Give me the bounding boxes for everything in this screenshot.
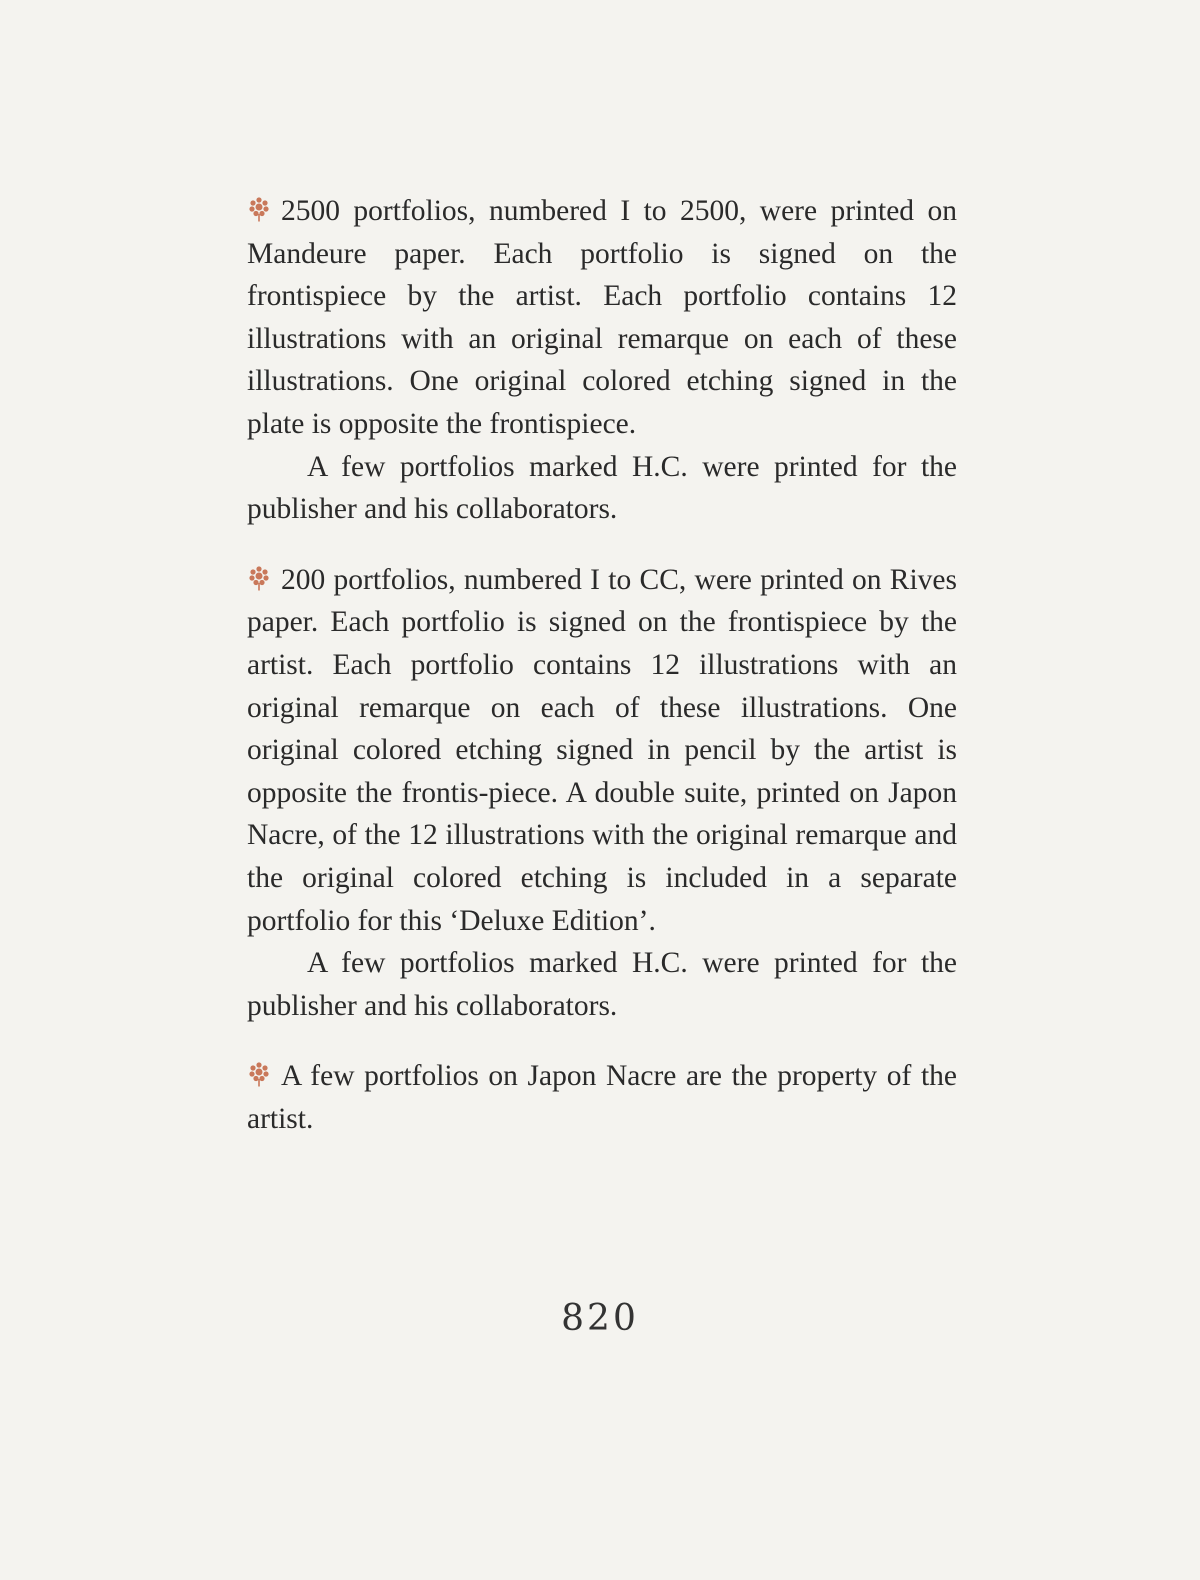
colophon-text: [247, 190, 957, 1168]
hc-note: A few portfolios marked H.C. were printed for the publisher and his collaborators.: [247, 947, 957, 1022]
edition-text: A few portfolios on Japon Nacre are the property of the artist.: [247, 1060, 957, 1135]
edition-japon-nacre: [247, 1055, 957, 1140]
edition-paragraph: [247, 1055, 957, 1140]
flower-ornament-icon: [247, 1061, 271, 1087]
edition-paragraph: [247, 559, 957, 942]
page-number: 820: [561, 1298, 639, 1339]
hc-note: A few portfolios marked H.C. were printed for the publisher and his collaborators.: [247, 450, 957, 526]
flower-ornament-icon: [247, 196, 271, 222]
edition-paragraph: [247, 190, 957, 446]
edition-text: 2500 portfolios, numbered I to 2500, were printed on Mandeure paper. Each portfolio is signed on the frontispiece by the artist. Each portfolio contains 12 illustrations with an original remarque on each of these illustrations. One original colored etching signed in the plate is opposite the frontispiece.: [247, 195, 957, 440]
edition-mandeure: [247, 190, 957, 531]
flower-ornament-icon: [247, 565, 271, 591]
edition-text: 200 portfolios, numbered I to CC, were printed on Rives paper. Each portfolio is signed on the frontispiece by the artist. Each portfolio contains 12 illustrations with an original remarque on each of these illustrations. One original colored etching signed in pencil by the artist is opposite the frontis-piece. A double suite, printed on Japon Nacre, of the 12 illustrations with the original remarque and the original colored etching is included in a separate portfolio for this ‘Deluxe Edition’.: [247, 563, 957, 937]
edition-rives: [247, 559, 957, 1028]
